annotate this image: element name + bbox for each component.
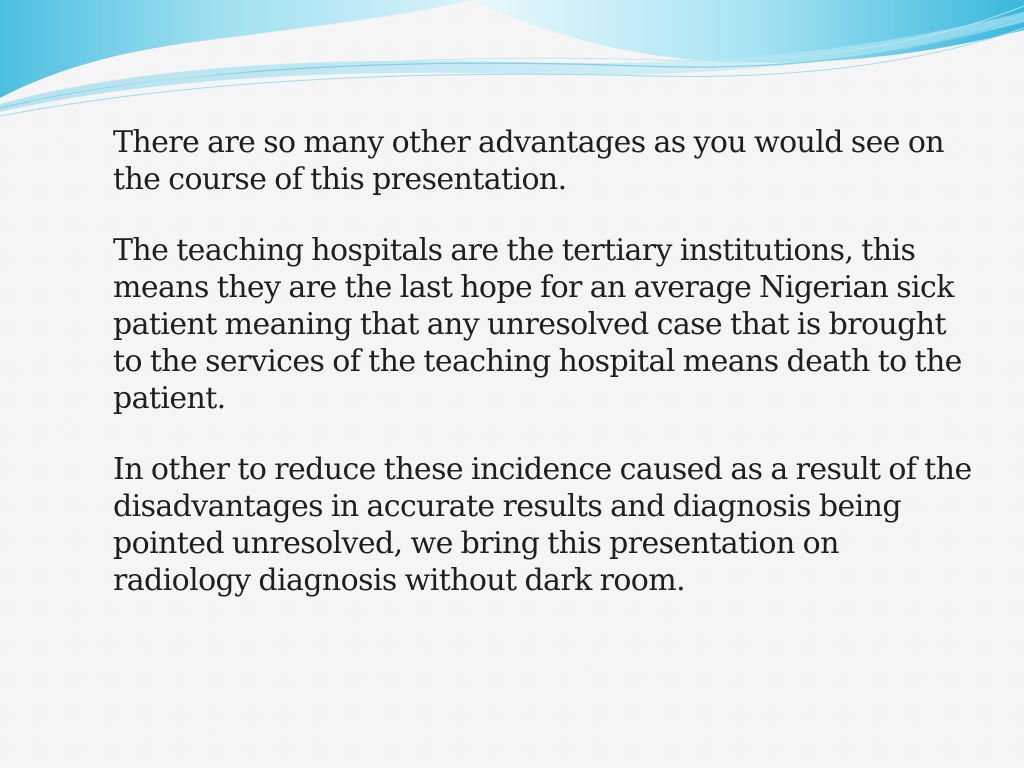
paragraph-purpose: In other to reduce these incidence caused as a result of the disadvantages in accurate results and diagnosis being pointed unresolved, we bring this presentation on radiology diagnosis without dark room. bbox=[113, 452, 972, 598]
paragraph-teaching-hospitals: The teaching hospitals are the tertiary institutions, this means they are the last hope for an average Nigerian sick patient meaning that any unresolved case that is brought to the services of the teaching hospital means death to the patient. bbox=[113, 233, 962, 416]
header-wave-decoration bbox=[0, 0, 1024, 120]
paragraph-advantages: There are so many other advantages as you would see on the course of this presentation. bbox=[113, 125, 945, 197]
wave-shape-left bbox=[0, 0, 470, 98]
slide-body bbox=[113, 124, 973, 599]
